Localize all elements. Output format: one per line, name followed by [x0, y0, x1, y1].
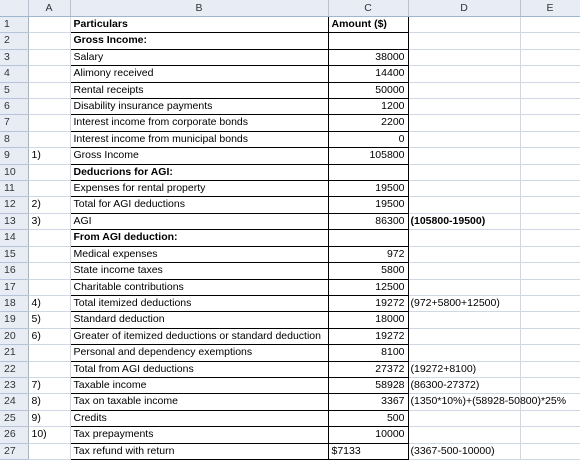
cell-a[interactable] — [28, 164, 70, 180]
cell-d[interactable]: (86300-27372) — [408, 377, 520, 393]
cell-e[interactable] — [520, 279, 580, 295]
row-header[interactable]: 11 — [0, 181, 28, 197]
cell-a[interactable]: 4) — [28, 295, 70, 311]
cell-c[interactable]: 50000 — [328, 82, 408, 98]
cell-d[interactable]: (972+5800+12500) — [408, 295, 520, 311]
table-row — [0, 377, 580, 393]
cell-b[interactable]: Salary — [70, 49, 328, 65]
cell-e[interactable] — [520, 148, 580, 164]
cell-a[interactable] — [28, 246, 70, 262]
column-header-a[interactable]: A — [28, 0, 70, 17]
cell-e[interactable] — [520, 263, 580, 279]
cell-a[interactable]: 7) — [28, 377, 70, 393]
cell-b[interactable]: Tax on taxable income — [70, 394, 328, 410]
cell-d[interactable] — [408, 82, 520, 98]
row-header[interactable]: 13 — [0, 213, 28, 229]
table-row — [0, 49, 580, 65]
row-header[interactable]: 19 — [0, 312, 28, 328]
cell-c[interactable]: 10000 — [328, 427, 408, 443]
table-row — [0, 164, 580, 180]
cell-d[interactable] — [408, 197, 520, 213]
cell-c[interactable] — [328, 164, 408, 180]
cell-d[interactable] — [408, 328, 520, 344]
cell-a[interactable] — [28, 230, 70, 246]
row-header[interactable]: 26 — [0, 427, 28, 443]
column-header-c[interactable]: C — [328, 0, 408, 17]
table-row — [0, 427, 580, 443]
cell-c[interactable]: $7133 — [328, 443, 408, 459]
cell-d[interactable] — [408, 427, 520, 443]
select-all-corner[interactable] — [0, 0, 28, 17]
cell-e[interactable] — [520, 213, 580, 229]
cell-d[interactable] — [408, 33, 520, 49]
row-header[interactable]: 7 — [0, 115, 28, 131]
cell-b[interactable]: Personal and dependency exemptions — [70, 345, 328, 361]
row-header[interactable]: 22 — [0, 361, 28, 377]
cell-a[interactable]: 1) — [28, 148, 70, 164]
table-row — [0, 213, 580, 229]
table-row — [0, 246, 580, 262]
table-row — [0, 115, 580, 131]
cell-d[interactable]: (19272+8100) — [408, 361, 520, 377]
cell-d[interactable] — [408, 115, 520, 131]
cell-e[interactable] — [520, 443, 580, 459]
cell-e[interactable] — [520, 49, 580, 65]
table-row — [0, 131, 580, 147]
table-row — [0, 230, 580, 246]
cell-d[interactable] — [408, 312, 520, 328]
cell-e[interactable] — [520, 115, 580, 131]
row-header[interactable]: 25 — [0, 410, 28, 426]
cell-c[interactable]: 38000 — [328, 49, 408, 65]
cell-a[interactable] — [28, 49, 70, 65]
cell-a[interactable] — [28, 82, 70, 98]
cell-b[interactable]: Total itemized deductions — [70, 295, 328, 311]
table-row — [0, 82, 580, 98]
cell-c[interactable]: 19272 — [328, 295, 408, 311]
cell-c[interactable]: 972 — [328, 246, 408, 262]
cell-b[interactable]: Charitable contributions — [70, 279, 328, 295]
column-header-row — [0, 0, 580, 17]
cell-c[interactable]: 19500 — [328, 197, 408, 213]
row-header[interactable]: 18 — [0, 295, 28, 311]
cell-c[interactable] — [328, 230, 408, 246]
cell-e[interactable] — [520, 17, 580, 33]
cell-b[interactable]: Particulars — [70, 17, 328, 33]
cell-a[interactable] — [28, 263, 70, 279]
table-row — [0, 66, 580, 82]
row-header[interactable]: 2 — [0, 33, 28, 49]
cell-d[interactable] — [408, 246, 520, 262]
row-header[interactable]: 20 — [0, 328, 28, 344]
table-row — [0, 394, 580, 410]
cell-d[interactable] — [408, 131, 520, 147]
cell-b[interactable]: Tax prepayments — [70, 427, 328, 443]
cell-c[interactable]: 86300 — [328, 213, 408, 229]
cell-b[interactable]: Greater of itemized deductions or standard deduction — [70, 328, 328, 344]
cell-b[interactable]: Total from AGI deductions — [70, 361, 328, 377]
cell-a[interactable] — [28, 33, 70, 49]
table-row — [0, 345, 580, 361]
cell-b[interactable]: Credits — [70, 410, 328, 426]
cell-b[interactable]: Gross Income — [70, 148, 328, 164]
column-header-d[interactable]: D — [408, 0, 520, 17]
cell-e[interactable] — [520, 99, 580, 115]
cell-c[interactable]: 12500 — [328, 279, 408, 295]
cell-e[interactable] — [520, 410, 580, 426]
cell-d[interactable] — [408, 345, 520, 361]
cell-b[interactable]: Alimony received — [70, 66, 328, 82]
cell-a[interactable]: 6) — [28, 328, 70, 344]
cell-a[interactable] — [28, 181, 70, 197]
cell-d[interactable] — [408, 66, 520, 82]
cell-c[interactable]: 5800 — [328, 263, 408, 279]
cell-e[interactable] — [520, 181, 580, 197]
cell-b[interactable]: Disability insurance payments — [70, 99, 328, 115]
cell-c[interactable]: 19272 — [328, 328, 408, 344]
cell-c[interactable]: 27372 — [328, 361, 408, 377]
cell-a[interactable]: 5) — [28, 312, 70, 328]
row-header[interactable]: 1 — [0, 17, 28, 33]
cell-d[interactable] — [408, 49, 520, 65]
cell-b[interactable]: Rental receipts — [70, 82, 328, 98]
cell-b[interactable]: Interest income from municipal bonds — [70, 131, 328, 147]
table-row — [0, 148, 580, 164]
cell-d[interactable] — [408, 263, 520, 279]
table-row — [0, 328, 580, 344]
cell-e[interactable] — [520, 82, 580, 98]
table-row — [0, 361, 580, 377]
cell-c[interactable] — [328, 33, 408, 49]
row-header[interactable]: 6 — [0, 99, 28, 115]
cell-a[interactable] — [28, 345, 70, 361]
table-row — [0, 443, 580, 459]
table-row — [0, 17, 580, 33]
cell-e[interactable] — [520, 164, 580, 180]
table-row — [0, 197, 580, 213]
cell-e[interactable] — [520, 328, 580, 344]
cell-e[interactable] — [520, 230, 580, 246]
column-header-e[interactable]: E — [520, 0, 580, 17]
table-row — [0, 312, 580, 328]
cell-e[interactable] — [520, 197, 580, 213]
table-row — [0, 410, 580, 426]
cell-b[interactable]: Tax refund with return — [70, 443, 328, 459]
cell-c[interactable]: 500 — [328, 410, 408, 426]
cell-c[interactable]: Amount ($) — [328, 17, 408, 33]
cell-b[interactable]: Standard deduction — [70, 312, 328, 328]
row-header[interactable]: 16 — [0, 263, 28, 279]
cell-c[interactable]: 2200 — [328, 115, 408, 131]
cell-b[interactable]: Expenses for rental property — [70, 181, 328, 197]
row-header[interactable]: 10 — [0, 164, 28, 180]
cell-c[interactable]: 14400 — [328, 66, 408, 82]
row-header[interactable]: 4 — [0, 66, 28, 82]
cell-b[interactable]: Deducrions for AGI: — [70, 164, 328, 180]
cell-a[interactable] — [28, 66, 70, 82]
cell-d[interactable]: (3367-500-10000) — [408, 443, 520, 459]
row-header[interactable]: 8 — [0, 131, 28, 147]
table-row — [0, 295, 580, 311]
row-header[interactable]: 15 — [0, 246, 28, 262]
cell-d[interactable] — [408, 181, 520, 197]
table-row — [0, 99, 580, 115]
row-header[interactable]: 14 — [0, 230, 28, 246]
row-header[interactable]: 27 — [0, 443, 28, 459]
cell-a[interactable]: 9) — [28, 410, 70, 426]
cell-c[interactable]: 3367 — [328, 394, 408, 410]
cell-e[interactable] — [520, 312, 580, 328]
cell-c[interactable]: 1200 — [328, 99, 408, 115]
cell-e[interactable] — [520, 361, 580, 377]
cell-d[interactable] — [408, 17, 520, 33]
row-header[interactable]: 3 — [0, 49, 28, 65]
cell-e[interactable] — [520, 427, 580, 443]
cell-c[interactable]: 105800 — [328, 148, 408, 164]
table-row — [0, 263, 580, 279]
cell-a[interactable] — [28, 17, 70, 33]
grid-body — [0, 17, 580, 460]
cell-e[interactable] — [520, 33, 580, 49]
cell-a[interactable]: 8) — [28, 394, 70, 410]
cell-d[interactable] — [408, 164, 520, 180]
cell-a[interactable] — [28, 115, 70, 131]
cell-e[interactable] — [520, 131, 580, 147]
cell-d[interactable] — [408, 99, 520, 115]
column-header-b[interactable]: B — [70, 0, 328, 17]
cell-b[interactable]: State income taxes — [70, 263, 328, 279]
row-header[interactable]: 5 — [0, 82, 28, 98]
cell-a[interactable] — [28, 443, 70, 459]
cell-b[interactable]: Total for AGI deductions — [70, 197, 328, 213]
cell-e[interactable] — [520, 345, 580, 361]
cell-a[interactable]: 2) — [28, 197, 70, 213]
row-header[interactable]: 9 — [0, 148, 28, 164]
cell-c[interactable]: 58928 — [328, 377, 408, 393]
cell-b[interactable]: From AGI deduction: — [70, 230, 328, 246]
cell-d[interactable] — [408, 279, 520, 295]
cell-b[interactable]: Medical expenses — [70, 246, 328, 262]
cell-a[interactable] — [28, 361, 70, 377]
cell-a[interactable] — [28, 99, 70, 115]
table-row — [0, 279, 580, 295]
cell-a[interactable] — [28, 279, 70, 295]
table-row — [0, 33, 580, 49]
row-header[interactable]: 23 — [0, 377, 28, 393]
cell-a[interactable]: 10) — [28, 427, 70, 443]
cell-c[interactable]: 18000 — [328, 312, 408, 328]
cell-d[interactable]: (105800-19500) — [408, 213, 520, 229]
cell-e[interactable] — [520, 246, 580, 262]
cell-d[interactable] — [408, 410, 520, 426]
row-header[interactable]: 24 — [0, 394, 28, 410]
cell-b[interactable]: Interest income from corporate bonds — [70, 115, 328, 131]
table-row — [0, 181, 580, 197]
cell-c[interactable]: 8100 — [328, 345, 408, 361]
cell-e[interactable] — [520, 66, 580, 82]
cell-a[interactable]: 3) — [28, 213, 70, 229]
cell-e[interactable] — [520, 377, 580, 393]
cell-b[interactable]: Taxable income — [70, 377, 328, 393]
cell-d[interactable] — [408, 148, 520, 164]
row-header[interactable]: 17 — [0, 279, 28, 295]
cell-b[interactable]: Gross Income: — [70, 33, 328, 49]
cell-b[interactable]: AGI — [70, 213, 328, 229]
cell-a[interactable] — [28, 131, 70, 147]
cell-d[interactable] — [408, 230, 520, 246]
cell-e[interactable] — [520, 295, 580, 311]
cell-d[interactable]: (1350*10%)+(58928-50800)*25% — [408, 394, 520, 410]
row-header[interactable]: 12 — [0, 197, 28, 213]
cell-c[interactable]: 19500 — [328, 181, 408, 197]
row-header[interactable]: 21 — [0, 345, 28, 361]
cell-c[interactable]: 0 — [328, 131, 408, 147]
